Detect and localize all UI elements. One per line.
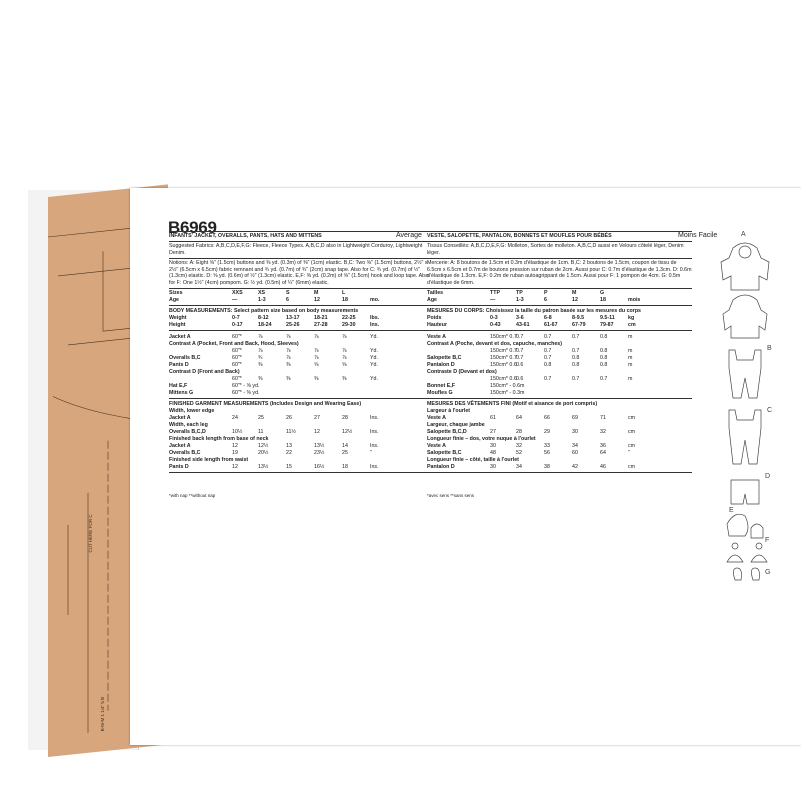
table-row (169, 408, 431, 415)
row-value: ⅜ (314, 376, 319, 383)
tissue-label-cut: CUT HERE FOR C (88, 514, 93, 553)
row-value: 24 (232, 414, 238, 421)
row-value: ⅜ (258, 376, 263, 383)
table-row (427, 355, 692, 362)
overalls-c-icon (729, 410, 761, 464)
row-value: 0.8 (600, 362, 608, 369)
row-label: Mittens G (169, 390, 194, 397)
row-value: 32 (516, 442, 522, 449)
table-row (169, 376, 431, 383)
row-heading: Finished side length from waist (169, 456, 249, 463)
row-value: ⅞ (258, 334, 263, 341)
view-label-a: A (741, 231, 746, 238)
row-label: Hat E,F (169, 383, 188, 390)
view-label-g: G (765, 569, 771, 576)
body-title-fr: MESURES DU CORPS: Choisissez la taille du patron basée sur les mesures du corps (427, 308, 641, 315)
hat-f-icon (727, 555, 743, 562)
row-value: Yd. (370, 362, 378, 369)
table-row (427, 457, 692, 464)
row-value: 60"* (232, 334, 242, 341)
row-value: 0.7 (544, 348, 552, 355)
row-value: 29 (544, 428, 550, 435)
table-row (169, 422, 431, 429)
sizes-row-en: Sizes XXS XS S M L (169, 290, 346, 297)
table-row (427, 422, 692, 429)
row-value: 12 (232, 442, 238, 449)
row-value: 60"* (232, 376, 242, 383)
row-heading: Contraste D (Devant et dos) (427, 369, 497, 375)
row-label: Pantalon D (427, 362, 455, 369)
jacket-a-front-icon (721, 243, 769, 290)
row-value: 13½ (258, 463, 269, 470)
row-value: 32 (600, 428, 606, 435)
table-row (169, 436, 431, 443)
row-value: ⅜ (286, 362, 291, 369)
row-value: 34 (572, 442, 578, 449)
table-row (427, 362, 692, 369)
row-value: 0.8 (544, 362, 552, 369)
row-value: Yd. (370, 334, 378, 341)
table-row (169, 348, 431, 355)
weight-row-en: Weight 0-7 8-12 13-17 18-21 22-25 lbs. (169, 315, 380, 322)
weight-row-fr: Poids 0-3 3-6 6-8 8-9.5 9.5-11 kg (427, 315, 635, 322)
table-row (427, 464, 692, 471)
row-value: 30 (490, 463, 496, 470)
row-label: Overalls B,C (169, 355, 201, 362)
row-value: 12½ (342, 428, 353, 435)
pattern-envelope-back (130, 188, 801, 745)
view-label-b: B (767, 345, 772, 352)
row-value: 64 (516, 414, 522, 421)
row-label: Salopette B,C,D (427, 428, 467, 435)
row-label: Moufles G (427, 390, 453, 397)
row-value: 0.6 (516, 376, 524, 383)
row-value: 150cm* 0.7 (490, 348, 517, 355)
row-value: cm (628, 428, 636, 435)
row-label: Overalls B,C (169, 449, 201, 456)
row-value: cm (628, 463, 636, 470)
row-value: 33 (544, 442, 550, 449)
row-value: 13 (286, 442, 292, 449)
row-value: 46 (600, 463, 606, 470)
height-row-fr: Hauteur 0-43 43-61 61-67 67-79 79-87 cm (427, 322, 636, 329)
row-value: 60"* - ⅜ yd. (232, 390, 260, 397)
row-value: Yd. (370, 355, 378, 362)
table-row (169, 429, 431, 436)
fabrics-en: Suggested Fabrics: A,B,C,D,E,F,G: Fleece, Fleece Types. A,B,C,D also in Lightweight Corduroy, Lightweight Denim. (169, 242, 423, 256)
yardage-table-en (169, 334, 431, 397)
row-value: 12 (314, 428, 320, 435)
row-value: 23½ (314, 449, 325, 456)
row-value: 0.7 (544, 376, 552, 383)
row-value: 28 (516, 428, 522, 435)
row-value: 0.8 (572, 355, 580, 362)
row-value: ⅞ (342, 334, 347, 341)
row-value: 28 (342, 414, 348, 421)
row-value: 42 (572, 463, 578, 470)
row-label: Jacket A (169, 334, 191, 341)
row-value: 12 (232, 463, 238, 470)
row-value: ⅞ (286, 334, 291, 341)
row-label: Pants D (169, 362, 189, 369)
table-row (427, 429, 692, 436)
row-heading: Largeur, chaque jambe (427, 421, 485, 428)
table-row (169, 464, 431, 471)
table-row (169, 390, 431, 397)
table-row (169, 355, 431, 362)
tissue-label-grain: B-M-M 1 1/4" 5 B (100, 696, 105, 732)
finished-table-en (169, 408, 431, 471)
row-value: 0.7 (572, 334, 580, 341)
jacket-a-back-icon (723, 295, 767, 338)
row-value: 0.6 (516, 362, 524, 369)
row-value: ⅞ (314, 348, 319, 355)
row-value: 0.7 (516, 334, 524, 341)
row-value: 61 (490, 414, 496, 421)
row-label: Jacket A (169, 414, 191, 421)
row-value: 0.8 (572, 362, 580, 369)
height-row-en: Height 0-17 18-24 25-26 27-28 29-30 Ins. (169, 322, 380, 329)
mittens-g-icon (733, 568, 741, 580)
table-row (427, 369, 692, 376)
row-value: ⅝ (314, 362, 319, 369)
row-heading: Contrast D (Front and Back) (169, 369, 240, 375)
table-row (169, 334, 431, 341)
row-label: Veste A (427, 334, 446, 341)
row-value: 60"* - ⅝ yd. (232, 383, 260, 390)
view-illustrations (705, 228, 801, 608)
row-value: 60"* (232, 348, 242, 355)
notions-fr: Mercerie: A: 8 boutons de 1.5cm et 0.3m d'élastique de 1cm. B,C: 2 boutons de 1.5cm, coupon de tissu de 6.5cm x 6.5cm et 0.7m de boutons pression sur ruban de 2cm. Aussi pour C: 0.7m d'élastique de 1.3cm. D: 0.6m d'élastique de 1.3cm. E,F: 0.2m de ruban autoagrippant de 1.5cm. Aussi pour F: 1 pompon de 4cm. G: 0.5m d'élastique de 6mm. (427, 259, 692, 287)
notions-en: Notions: A: Eight ⅝" (1.5cm) buttons and ⅜ yd. (0.3m) of ⅜" (1cm) elastic. B,C: Two ⅝" (1.5cm) buttons, 2½" x 2½" (6.5cm x 6.5cm) fabric remnant and ¾ yd. (0.7m) of ¾" (2cm) snap tape. Also for C: ¾ yd. (0.7m) of ½" (1.3cm) elastic. D: ⅝ yd. (0.6m) of ½" (1.3cm) elastic. E,F: ⅜ yd. (0.2m) of ⅝" (1.5cm) hook and loop tape. Also for F: One 1½" (4cm) pompom. G: ½ yd. (0.5m) of ¼" (6mm) elastic. (169, 259, 429, 287)
finished-title-fr: MESURES DES VÊTEMENTS FINI (Motif et aisance de port compris) (427, 401, 598, 407)
pattern-number: B6969 (168, 218, 217, 237)
table-row (427, 334, 692, 341)
row-value: 25 (342, 449, 348, 456)
row-value: 0.7 (600, 376, 608, 383)
view-label-e: E (729, 507, 734, 514)
row-value: 15 (286, 463, 292, 470)
table-row (169, 457, 431, 464)
title-en: INFANTS' JACKET, OVERALLS, PANTS, HATS AND MITTENS (169, 233, 322, 239)
row-value: m (628, 348, 633, 355)
row-value: Ins. (370, 463, 379, 470)
table-row (427, 376, 692, 383)
view-label-d: D (765, 473, 771, 480)
nap-note-en: *with nap **without nap (169, 492, 216, 498)
row-label: Overalls B,C,D (169, 428, 206, 435)
table-row (427, 443, 692, 450)
row-value: 48 (490, 449, 496, 456)
row-value: 60"* (232, 355, 242, 362)
row-label: Bonnet E,F (427, 383, 455, 390)
difficulty-en: Average (396, 232, 422, 239)
row-label: Salopette B,C (427, 355, 462, 362)
table-row (169, 383, 431, 390)
row-label: Veste A (427, 442, 446, 449)
row-value: 64 (600, 449, 606, 456)
table-row (169, 450, 431, 457)
table-row (169, 362, 431, 369)
table-row (169, 443, 431, 450)
row-value: Yd. (370, 376, 378, 383)
row-value: ¾ (258, 355, 263, 362)
row-value: " (370, 449, 372, 456)
body-title-en: BODY MEASUREMENTS: Select pattern size based on body measurements (169, 308, 359, 315)
row-value: 13½ (314, 442, 325, 449)
row-heading: Longueur finie – côté, taille à l'ourlet (427, 456, 519, 463)
row-value: cm (628, 442, 636, 449)
row-label: Veste A (427, 414, 446, 421)
row-value: 0.7 (572, 348, 580, 355)
row-heading: Width, each leg (169, 421, 208, 428)
row-value: 19 (232, 449, 238, 456)
row-value: 69 (572, 414, 578, 421)
row-value: 66 (544, 414, 550, 421)
pants-d-icon (731, 480, 759, 504)
yardage-table-fr (427, 334, 692, 397)
hat-e-icon (727, 514, 748, 536)
row-value: 150cm* - 0.3m (490, 390, 525, 397)
table-row (427, 383, 692, 390)
row-value: Ins. (370, 428, 379, 435)
row-heading: Width, lower edge (169, 407, 215, 414)
row-value: ⅞ (286, 355, 291, 362)
table-row (427, 341, 692, 348)
table-row (427, 348, 692, 355)
row-value: Ins. (370, 442, 379, 449)
row-value: 150cm* - 0.6m (490, 383, 525, 390)
row-heading: Contrast A (Poche, devant et dos, capuche, manches) (427, 341, 563, 347)
row-value: 0.8 (600, 334, 608, 341)
nap-note-fr: *avec sens **sans sens (427, 492, 475, 498)
table-row (427, 408, 692, 415)
row-value: ⅜ (342, 376, 347, 383)
finished-title-en: FINISHED GARMENT MEASUREMENTS (Includes Design and Wearing Ease) (169, 401, 362, 407)
row-heading: Contrast A (Pocket, Front and Back, Hood, Sleeves) (169, 341, 299, 347)
row-value: ⅞ (342, 355, 347, 362)
age-row-en: Age — 1-3 6 12 18 mo. (169, 297, 380, 304)
row-value: Ins. (370, 414, 379, 421)
title-fr: VESTE, SALOPETTE, PANTALON, BONNETS ET MOUFLES POUR BÉBÉS (427, 233, 612, 239)
row-value: 26 (286, 414, 292, 421)
row-value: 52 (516, 449, 522, 456)
row-value: 0.7 (516, 355, 524, 362)
row-value: 30 (490, 442, 496, 449)
row-value: 14 (342, 442, 348, 449)
row-value: 150cm* 0.7 (490, 334, 517, 341)
row-value: 30 (572, 428, 578, 435)
view-label-c: C (767, 407, 773, 414)
row-value: 60 (572, 449, 578, 456)
english-column (169, 230, 431, 499)
row-value: ⅞ (258, 348, 263, 355)
row-value: 0.7 (516, 348, 524, 355)
row-heading: Finished back length from base of neck (169, 435, 269, 442)
row-value: ⅞ (342, 348, 347, 355)
row-label: Pantalon D (427, 463, 455, 470)
row-label: Pants D (169, 463, 189, 470)
row-value: ⅞ (314, 355, 319, 362)
row-value: ⅞ (286, 348, 291, 355)
row-value: 71 (600, 414, 606, 421)
row-value: m (628, 376, 633, 383)
row-value: 0.7 (544, 355, 552, 362)
table-row (169, 369, 431, 376)
row-value: 0.7 (544, 334, 552, 341)
row-value: m (628, 355, 633, 362)
row-value: 60"* (232, 362, 242, 369)
french-column (427, 230, 692, 499)
finished-table-fr (427, 408, 692, 471)
row-heading: Longueur finie – dos, votre nuque à l'ourlet (427, 435, 536, 442)
table-row (169, 415, 431, 422)
row-value: 25 (258, 414, 264, 421)
row-value: 20½ (258, 449, 269, 456)
table-row (427, 450, 692, 457)
row-value: m (628, 334, 633, 341)
row-value: " (628, 449, 630, 456)
row-value: 150cm* 0.6 (490, 362, 517, 369)
table-row (427, 390, 692, 397)
row-value: 27 (490, 428, 496, 435)
row-value: 18 (342, 463, 348, 470)
age-row-fr: Age — 1-3 6 12 18 mois (427, 297, 641, 304)
row-value: Yd. (370, 348, 378, 355)
row-value: 22 (286, 449, 292, 456)
row-label: Jacket A (169, 442, 191, 449)
row-value: ⅜ (258, 362, 263, 369)
fabrics-fr: Tissus Conseillés: A,B,C,D,E,F,G: Molleton, Sortes de molleton. A,B,C,D aussi en Velours côtelé léger, Denim léger. (427, 242, 684, 256)
row-label: Salopette B,C (427, 449, 462, 456)
row-value: 11 (258, 428, 264, 435)
row-heading: Largeur à l'ourlet (427, 407, 471, 414)
sizes-row-fr: Tailles TTP TP P M G (427, 290, 605, 297)
row-value: 10½ (232, 428, 243, 435)
row-value: 36 (600, 442, 606, 449)
table-row (427, 436, 692, 443)
row-value: 34 (516, 463, 522, 470)
table-row (427, 415, 692, 422)
row-value: cm (628, 414, 636, 421)
row-value: 0.8 (600, 355, 608, 362)
view-label-f: F (765, 537, 770, 544)
row-value: ⅝ (342, 362, 347, 369)
overalls-b-icon (729, 350, 761, 398)
row-value: 0.8 (600, 348, 608, 355)
row-value: 56 (544, 449, 550, 456)
row-value: 12½ (258, 442, 269, 449)
table-row (169, 341, 431, 348)
row-value: 11½ (286, 428, 296, 435)
row-value: 150cm* 0.6 (490, 376, 517, 383)
difficulty-fr: Moins Facile (678, 232, 718, 239)
row-value: 38 (544, 463, 550, 470)
row-value: 27 (314, 414, 320, 421)
row-value: ⅞ (314, 334, 319, 341)
row-value: ⅜ (286, 376, 291, 383)
row-value: 0.7 (572, 376, 580, 383)
row-value: m (628, 362, 633, 369)
row-value: 150cm* 0.7 (490, 355, 517, 362)
row-value: 16½ (314, 463, 325, 470)
